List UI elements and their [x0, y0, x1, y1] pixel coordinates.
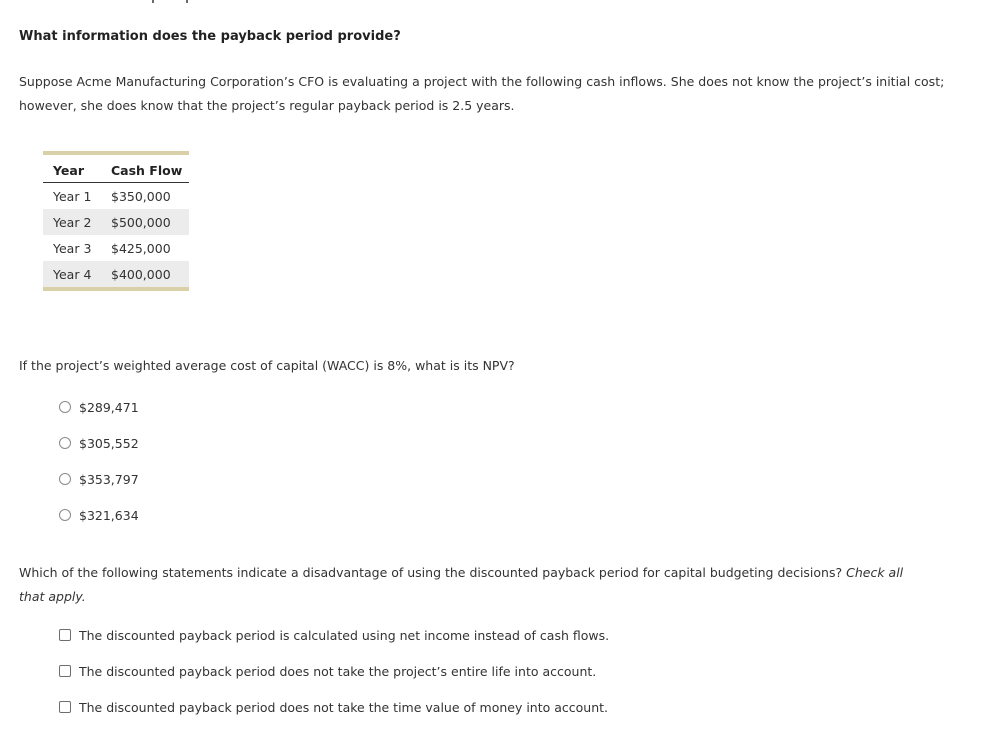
checkbox-label: The discounted payback period is calculated using net income instead of cash flows. — [79, 627, 610, 643]
disadvantage-question-prompt — [19, 561, 919, 609]
radio-button[interactable] — [59, 401, 71, 413]
radio-button[interactable] — [59, 509, 71, 521]
column-header-year: Year — [43, 155, 101, 183]
disadvantage-option-3[interactable] — [59, 699, 608, 715]
npv-option-label: $353,797 — [79, 471, 139, 487]
year-cell: Year 2 — [43, 209, 101, 235]
npv-option-4[interactable] — [59, 507, 139, 523]
question-instruction: Check all that apply. — [19, 565, 904, 604]
section-heading: What information does the payback period provide? — [19, 29, 401, 44]
cropped-top-content — [0, 0, 1007, 3]
year-cell: Year 4 — [43, 261, 101, 287]
cash-flow-table — [43, 151, 189, 291]
npv-option-2[interactable] — [59, 435, 139, 451]
year-cell: Year 1 — [53, 188, 92, 204]
table-row — [43, 183, 189, 210]
disadvantage-option-1[interactable] — [59, 627, 609, 643]
npv-option-label: $305,552 — [79, 435, 139, 451]
cash-flow-cell: $500,000 — [101, 209, 189, 235]
npv-option-label: $289,471 — [79, 399, 139, 415]
table-row — [43, 261, 189, 287]
disadvantage-option-2[interactable] — [59, 663, 596, 679]
npv-question-prompt: If the project’s weighted average cost of capital (WACC) is 8%, what is its NPV? — [19, 358, 515, 373]
table-row — [43, 209, 189, 235]
npv-option-1[interactable] — [59, 399, 139, 415]
question-text: Which of the following statements indicate a disadvantage of using the discounted payback period for capital budgeting decisions? — [19, 565, 843, 580]
checkbox-label: The discounted payback period does not take the time value of money into account. — [79, 699, 609, 715]
column-header-cash-flow: Cash Flow — [101, 155, 189, 183]
checkbox[interactable] — [59, 665, 71, 677]
radio-button[interactable] — [59, 437, 71, 449]
cash-flow-cell: $400,000 — [101, 261, 189, 287]
npv-option-label: $321,634 — [79, 507, 139, 523]
intro-paragraph: Suppose Acme Manufacturing Corporation’s CFO is evaluating a project with the following cash inflows. She does not know the project’s initial cost; however, she does know that the project’s regular payback period is 2.5 years. — [19, 74, 945, 113]
cash-flow-cell: $425,000 — [111, 240, 171, 256]
checkbox[interactable] — [59, 629, 71, 641]
table-header-row — [43, 155, 189, 183]
checkbox[interactable] — [59, 701, 71, 713]
radio-button[interactable] — [59, 473, 71, 485]
table-row — [43, 235, 189, 261]
checkbox-label: The discounted payback period does not take the project’s entire life into account. — [79, 663, 597, 679]
cash-flow-cell: $350,000 — [111, 188, 171, 204]
year-cell: Year 3 — [53, 240, 92, 256]
npv-option-3[interactable] — [59, 471, 139, 487]
